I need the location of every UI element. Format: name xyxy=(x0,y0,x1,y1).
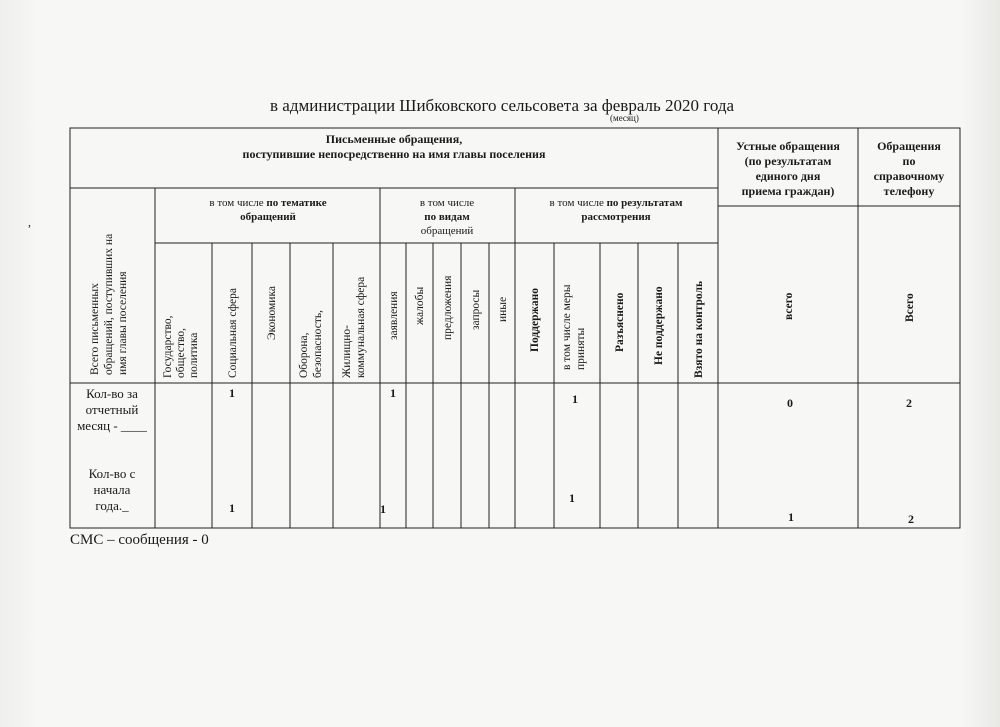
svg-text:коммунальная сфера: коммунальная сфера xyxy=(355,276,367,378)
oral-header-line4: приема граждан) xyxy=(741,184,835,198)
col-phone-total xyxy=(904,293,916,322)
svg-text:обращений, поступивших на: обращений, поступивших на xyxy=(103,233,115,375)
scan-speck: , xyxy=(28,215,31,229)
col-not-supported xyxy=(653,286,665,365)
svg-text:Не поддержано: Не поддержано xyxy=(653,286,665,365)
svg-text:имя главы поселения: имя главы поселения xyxy=(117,271,129,375)
svg-text:всего: всего xyxy=(783,292,795,320)
row2-oral-value: 1 xyxy=(788,510,794,524)
col-economy xyxy=(266,286,278,340)
col-requests xyxy=(470,289,482,330)
theme-group-header-line1: в том числе по тематике xyxy=(209,197,327,209)
col-measures-taken xyxy=(561,284,587,370)
svg-text:безопасность,: безопасность, xyxy=(312,310,324,378)
svg-text:Социальная сфера: Социальная сфера xyxy=(227,288,239,378)
row1-label-line1: Кол-во за xyxy=(86,386,138,401)
col-other xyxy=(497,297,509,322)
col-applications xyxy=(388,291,400,340)
report-title: в администрации Шибковского сельсовета за февраль 2020 года xyxy=(270,96,735,115)
col-housing-communal xyxy=(341,277,367,378)
phone-header-line1: Обращения xyxy=(877,139,941,153)
col-oral-total xyxy=(783,292,795,320)
row1-oral-value: 0 xyxy=(787,396,793,410)
svg-text:жалобы: жалобы xyxy=(414,286,426,325)
row1-label-line3: месяц - ____ xyxy=(77,418,147,433)
row2-label-line1: Кол-во с xyxy=(88,466,136,481)
row1-social-value: 1 xyxy=(229,386,235,400)
svg-text:общество,: общество, xyxy=(175,328,187,378)
row2-label-line3: года._ xyxy=(95,498,129,513)
svg-text:Государство,: Государство, xyxy=(162,315,174,378)
oral-header-line1: Устные обращения xyxy=(736,139,840,153)
row1-measures-value: 1 xyxy=(572,392,578,406)
sms-count-footer: СМС – сообщения - 0 xyxy=(70,532,209,548)
svg-text:предложения: предложения xyxy=(442,275,454,340)
col-supported xyxy=(529,288,541,352)
svg-text:Экономика: Экономика xyxy=(266,286,278,340)
row2-measures-value: 1 xyxy=(569,491,575,505)
col-proposals xyxy=(442,275,454,340)
svg-text:иные: иные xyxy=(497,296,509,322)
col-under-control xyxy=(693,281,705,378)
row2-applications-value: 1 xyxy=(380,502,386,516)
row1-applications-value: 1 xyxy=(390,386,396,400)
written-header-line1: Письменные обращения, xyxy=(325,132,463,146)
row1-label-line2: отчетный xyxy=(85,402,139,417)
svg-text:Поддержано: Поддержано xyxy=(529,288,541,352)
row2-social-value: 1 xyxy=(229,501,235,515)
svg-text:Всего письменных: Всего письменных xyxy=(89,283,101,375)
oral-header-line2: (по результатам xyxy=(744,154,832,168)
row2-label-line2: начала xyxy=(93,482,131,497)
svg-text:заявления: заявления xyxy=(388,291,400,340)
row2-phone-value: 2 xyxy=(908,512,914,526)
total-written-header xyxy=(89,234,129,375)
result-group-header-line2: рассмотрения xyxy=(581,211,651,223)
type-group-header-line1: в том числе xyxy=(419,197,475,209)
svg-text:Жилищно-: Жилищно- xyxy=(341,325,353,378)
theme-group-header-line2: обращений xyxy=(240,211,296,223)
month-caption: (месяц) xyxy=(610,113,639,123)
row1-phone-value: 2 xyxy=(906,396,912,410)
svg-text:политика: политика xyxy=(188,332,200,378)
col-defense-security xyxy=(298,310,324,378)
svg-text:Взято на контроль: Взято на контроль xyxy=(693,280,705,378)
svg-text:Всего: Всего xyxy=(904,293,916,322)
result-group-header-line1: в том числе по результатам xyxy=(549,197,683,209)
type-group-header-line2: по видам xyxy=(424,211,470,223)
phone-header-line3: справочному xyxy=(873,169,945,183)
oral-header-line3: единого дня xyxy=(755,169,821,183)
svg-text:запросы: запросы xyxy=(470,289,482,330)
col-state-society-politics xyxy=(162,315,200,378)
type-group-header-line3: обращений xyxy=(420,225,474,237)
svg-text:Разъяснено: Разъяснено xyxy=(614,292,626,352)
col-explained xyxy=(614,292,626,352)
svg-text:приняты: приняты xyxy=(575,327,587,370)
col-social-sphere xyxy=(227,288,239,378)
written-header-line2: поступившие непосредственно на имя главы поселения xyxy=(242,147,546,161)
phone-header-line2: по xyxy=(902,154,916,168)
phone-header-line4: телефону xyxy=(883,184,935,198)
svg-text:Оборона,: Оборона, xyxy=(298,332,310,378)
col-complaints xyxy=(414,287,426,326)
svg-text:в том числе меры: в том числе меры xyxy=(561,284,573,370)
